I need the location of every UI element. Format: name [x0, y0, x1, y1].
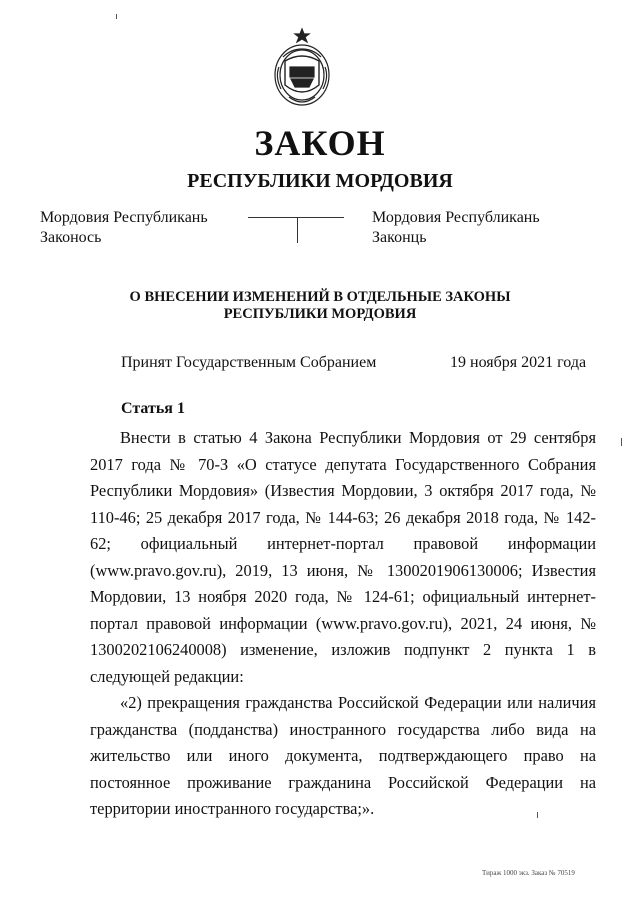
law-title: ЗАКОН	[254, 123, 386, 163]
right-line-1: Мордовия Республикань	[372, 209, 540, 226]
header-right-mordovian	[372, 208, 540, 248]
print-run-footer: Тираж 1000 экз. Заказ № 70519	[482, 869, 575, 877]
subject-line-1: О ВНЕСЕНИИ ИЗМЕНЕНИЙ В ОТДЕЛЬНЫЕ ЗАКОНЫ	[129, 289, 511, 305]
scan-mark	[537, 812, 538, 818]
right-line-2: Законць	[372, 229, 427, 246]
article-heading: Статья 1	[121, 400, 185, 417]
subject-line-2: РЕСПУБЛИКИ МОРДОВИЯ	[223, 306, 417, 322]
article-paragraph: Внести в статью 4 Закона Республики Мордовия от 29 сентября 2017 года № 70-З «О статусе депутата Государственного Собрания Республики Мордовия» (Известия Мордовии, 3 октября 2017 года, № 110-46; 25 декабря 2017 года, № 144-63; 26 декабря 2018 года, № 142-62; официальный интернет-портал правовой информации (www.pravo.gov.ru), 2019, 13 июня, № 1300201906130006; Известия Мордовии, 13 ноября 2020 года, № 124-61; официальный интернет-портал правовой информации (www.pravo.gov.ru), 2021, 24 июня, № 1300202106240008) изменение, изложив подпункт 2 пункта 1 в следующей редакции:	[90, 428, 596, 686]
scan-mark	[116, 14, 117, 19]
law-subject	[0, 289, 640, 323]
header-divider-vertical	[297, 217, 298, 243]
header-divider-horizontal	[248, 217, 344, 218]
article-body	[90, 425, 596, 823]
header-left-mordovian	[40, 208, 208, 248]
article-quote: «2) прекращения гражданства Российской Федерации или наличия гражданства (подданства) иностранного государства либо вида на жительство или иного документа, подтверждающего право на постоянное проживание гражданина Российской Федерации на территории иностранного государства;».	[90, 693, 596, 818]
left-line-2: Законось	[40, 229, 102, 246]
law-subtitle: РЕСПУБЛИКИ МОРДОВИЯ	[187, 170, 453, 192]
left-line-1: Мордовия Республикань	[40, 209, 208, 226]
scan-mark	[621, 438, 622, 446]
adopted-by: Принят Государственным Собранием	[121, 354, 377, 371]
coat-of-arms-emblem	[271, 27, 333, 109]
adopted-date: 19 ноября 2021 года	[450, 354, 587, 371]
